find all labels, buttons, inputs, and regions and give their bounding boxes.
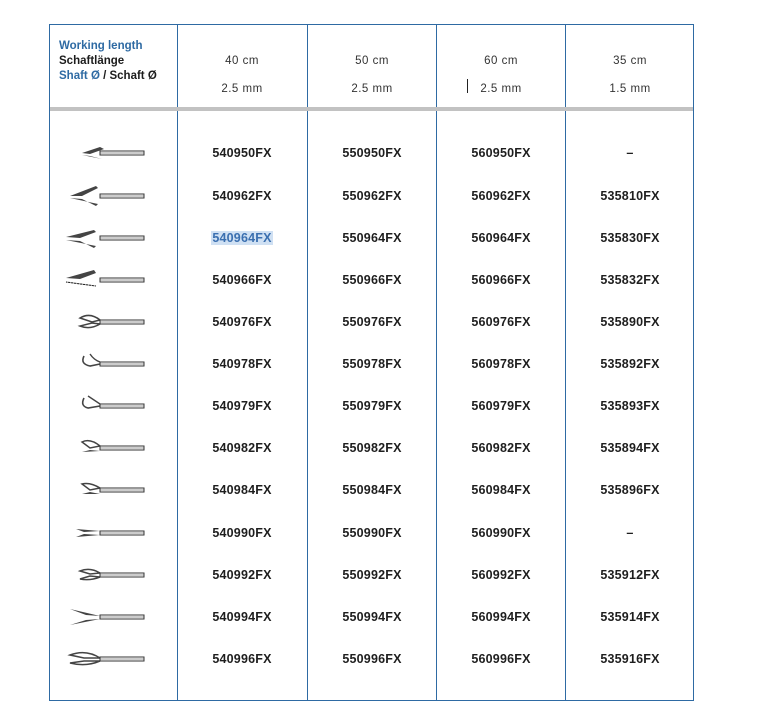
grasping-forceps-open-icon — [60, 182, 168, 212]
article-number-cell[interactable] — [178, 399, 306, 413]
article-number-cell[interactable] — [437, 357, 565, 371]
article-number-text: 535810FX — [600, 189, 660, 203]
working-length-label: Working length — [59, 40, 143, 52]
table-row — [50, 519, 695, 549]
article-number-cell[interactable] — [178, 441, 306, 455]
article-number-cell[interactable] — [437, 189, 565, 203]
article-number-cell[interactable] — [437, 568, 565, 582]
table-row — [50, 139, 695, 169]
article-number-cell[interactable] — [308, 652, 436, 666]
column-header-40cm — [178, 47, 306, 103]
grasping-forceps-spoon-icon — [60, 308, 168, 338]
article-number-cell[interactable] — [566, 610, 694, 624]
article-number-cell[interactable] — [437, 483, 565, 497]
article-number-text: 540964FX — [212, 231, 272, 245]
article-number-text: 550996FX — [342, 652, 402, 666]
article-number-text: 550982FX — [342, 441, 402, 455]
article-number-cell[interactable] — [308, 357, 436, 371]
schaftlaenge-label: Schaftlänge — [59, 55, 125, 67]
grasping-forceps-wide-open-icon — [60, 603, 168, 633]
article-number-text: 535892FX — [600, 357, 660, 371]
article-number-cell[interactable] — [566, 273, 694, 287]
article-number-text: 550950FX — [342, 146, 402, 160]
article-number-cell[interactable] — [308, 315, 436, 329]
article-number-text: 540994FX — [212, 610, 272, 624]
table-row — [50, 476, 695, 506]
article-number-text: – — [626, 526, 634, 540]
table-row — [50, 603, 695, 633]
article-number-text: 560962FX — [471, 189, 531, 203]
article-number-text: 540992FX — [212, 568, 272, 582]
article-number-cell[interactable] — [437, 652, 565, 666]
article-number-text: 535896FX — [600, 483, 660, 497]
header-separator — [50, 107, 693, 111]
article-number-text: 560978FX — [471, 357, 531, 371]
article-number-cell[interactable] — [566, 315, 694, 329]
article-number-cell[interactable] — [308, 526, 436, 540]
article-number-text: 550990FX — [342, 526, 402, 540]
table-row — [50, 266, 695, 296]
table-row — [50, 434, 695, 464]
article-number-cell[interactable] — [437, 231, 565, 245]
article-number-cell[interactable] — [178, 357, 306, 371]
column-header-35cm — [566, 47, 694, 103]
grasping-forceps-cup-icon — [60, 350, 168, 380]
article-number-cell[interactable] — [566, 568, 694, 582]
article-number-cell[interactable] — [566, 441, 694, 455]
article-number-text: 540982FX — [212, 441, 272, 455]
article-number-cell[interactable] — [437, 146, 565, 160]
article-number-cell[interactable] — [178, 526, 306, 540]
article-number-text: 540950FX — [212, 146, 272, 160]
column-diameter: 1.5 mm — [609, 83, 651, 95]
column-diameter: 2.5 mm — [351, 83, 393, 95]
table-row — [50, 392, 695, 422]
article-number-text: 535830FX — [600, 231, 660, 245]
table-row — [50, 561, 695, 591]
article-number-text: 540979FX — [212, 399, 272, 413]
article-number-cell[interactable] — [308, 146, 436, 160]
grasping-forceps-serrated-icon — [60, 266, 168, 296]
article-number-cell[interactable] — [437, 526, 565, 540]
column-diameter: 2.5 mm — [480, 83, 522, 95]
article-number-text: 550994FX — [342, 610, 402, 624]
article-number-cell[interactable] — [437, 273, 565, 287]
article-number-text: 560976FX — [471, 315, 531, 329]
grasping-forceps-alligator-icon — [60, 434, 168, 464]
article-number-text: 560979FX — [471, 399, 531, 413]
article-number-cell[interactable] — [178, 189, 306, 203]
column-length: 50 cm — [355, 55, 389, 67]
article-number-text: 560950FX — [471, 146, 531, 160]
article-number-text: 550962FX — [342, 189, 402, 203]
article-number-cell[interactable] — [178, 315, 306, 329]
article-number-text: 540996FX — [212, 652, 272, 666]
article-number-cell[interactable] — [308, 483, 436, 497]
article-number-cell[interactable] — [308, 441, 436, 455]
article-number-cell[interactable] — [178, 231, 306, 245]
article-number-cell[interactable] — [308, 399, 436, 413]
article-number-cell[interactable] — [566, 357, 694, 371]
article-number-cell[interactable] — [178, 610, 306, 624]
article-number-cell[interactable] — [566, 146, 694, 160]
article-number-text: 550966FX — [342, 273, 402, 287]
article-number-cell[interactable] — [308, 189, 436, 203]
article-number-text: 560964FX — [471, 231, 531, 245]
table-row — [50, 645, 695, 675]
article-number-text: 550976FX — [342, 315, 402, 329]
article-number-text: 535916FX — [600, 652, 660, 666]
article-number-cell[interactable] — [437, 441, 565, 455]
article-number-text: 550978FX — [342, 357, 402, 371]
article-number-text: 535832FX — [600, 273, 660, 287]
article-number-text: 550979FX — [342, 399, 402, 413]
article-number-text: 550964FX — [342, 231, 402, 245]
column-length: 60 cm — [484, 55, 518, 67]
article-number-text: 535893FX — [600, 399, 660, 413]
article-number-text: 560984FX — [471, 483, 531, 497]
article-number-text: 535894FX — [600, 441, 660, 455]
article-number-text: 560996FX — [471, 652, 531, 666]
column-header-60cm — [437, 47, 565, 103]
article-number-text: 550992FX — [342, 568, 402, 582]
table-row — [50, 224, 695, 254]
column-diameter: 2.5 mm — [221, 83, 263, 95]
article-number-text: 560982FX — [471, 441, 531, 455]
article-number-cell[interactable] — [178, 483, 306, 497]
article-number-text: 560992FX — [471, 568, 531, 582]
article-number-text: 535914FX — [600, 610, 660, 624]
article-number-text: 540962FX — [212, 189, 272, 203]
article-number-cell[interactable] — [308, 568, 436, 582]
article-number-text: 540984FX — [212, 483, 272, 497]
article-number-cell[interactable] — [566, 483, 694, 497]
article-number-cell[interactable] — [566, 526, 694, 540]
article-number-cell[interactable] — [178, 568, 306, 582]
column-header-50cm — [308, 47, 436, 103]
article-number-cell[interactable] — [308, 231, 436, 245]
article-number-text: 535890FX — [600, 315, 660, 329]
column-length: 35 cm — [613, 55, 647, 67]
header-label — [59, 39, 157, 84]
article-number-text: 550984FX — [342, 483, 402, 497]
grasping-forceps-flat-icon — [60, 519, 168, 549]
article-number-cell[interactable] — [566, 231, 694, 245]
text-cursor — [467, 79, 468, 93]
article-number-text: 540990FX — [212, 526, 272, 540]
article-number-text: – — [626, 146, 634, 160]
instrument-table — [49, 24, 694, 701]
article-number-cell[interactable] — [308, 610, 436, 624]
grasping-forceps-oval-icon — [60, 645, 168, 675]
article-number-text: 540966FX — [212, 273, 272, 287]
article-number-text: 560994FX — [471, 610, 531, 624]
article-number-cell[interactable] — [566, 399, 694, 413]
article-number-cell[interactable] — [437, 399, 565, 413]
column-length: 40 cm — [225, 55, 259, 67]
article-number-cell[interactable] — [566, 189, 694, 203]
grasping-forceps-slim-icon — [60, 139, 168, 169]
article-number-text: 560990FX — [471, 526, 531, 540]
article-number-text: 540976FX — [212, 315, 272, 329]
grasping-forceps-hook-icon — [60, 392, 168, 422]
table-row — [50, 350, 695, 380]
article-number-cell[interactable] — [308, 273, 436, 287]
article-number-cell[interactable] — [437, 315, 565, 329]
grasping-forceps-long-jaw-icon — [60, 224, 168, 254]
table-row — [50, 308, 695, 338]
article-number-cell[interactable] — [178, 273, 306, 287]
schaft-diameter-label: / Schaft Ø — [99, 70, 157, 82]
article-number-text: 560966FX — [471, 273, 531, 287]
grasping-forceps-rat-tooth-icon — [60, 561, 168, 591]
article-number-cell[interactable] — [437, 610, 565, 624]
article-number-text: 535912FX — [600, 568, 660, 582]
grasping-forceps-toothed-icon — [60, 476, 168, 506]
article-number-cell[interactable] — [178, 146, 306, 160]
article-number-text: 540978FX — [212, 357, 272, 371]
article-number-cell[interactable] — [178, 652, 306, 666]
article-number-cell[interactable] — [566, 652, 694, 666]
shaft-diameter-label: Shaft Ø — [59, 70, 100, 82]
table-row — [50, 182, 695, 212]
